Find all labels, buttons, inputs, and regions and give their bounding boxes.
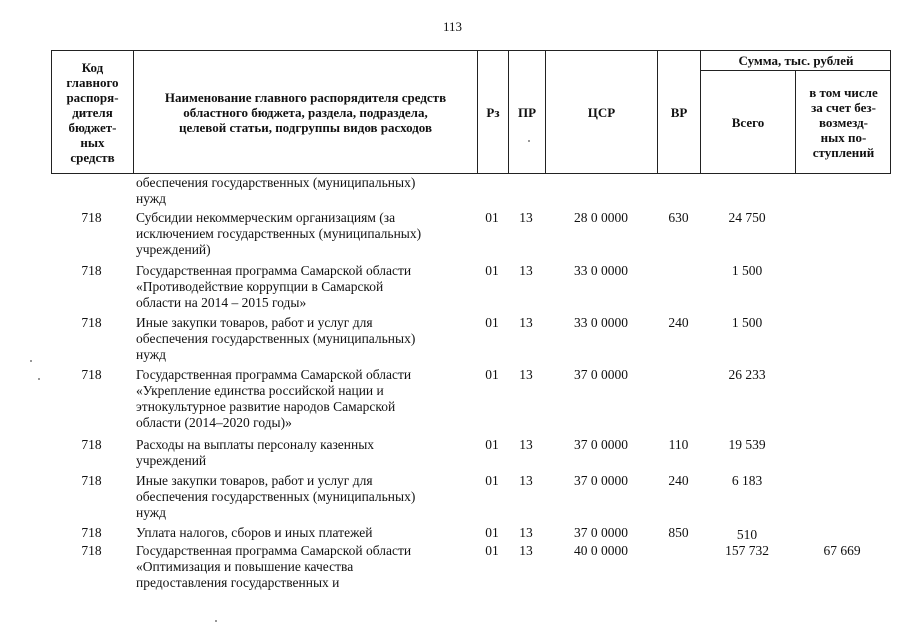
header-code: Код главного распоря- дителя бюджет- ных средств xyxy=(66,59,119,165)
cell-rz: 01 xyxy=(485,367,499,382)
cell-code: 718 xyxy=(81,210,102,225)
cell-csr: 37 0 0000 xyxy=(574,437,628,452)
header-rz: Рз xyxy=(486,104,500,120)
cell-code: 718 xyxy=(81,437,102,452)
table-header xyxy=(51,50,891,174)
page-number: 113 xyxy=(442,19,463,34)
cell-name: Субсидии некоммерческим организациям (за исключением государственных (муниципальных) учреждений) xyxy=(136,210,422,257)
scan-speck xyxy=(38,378,40,380)
cell-rz: 01 xyxy=(485,315,499,330)
cell-code: 718 xyxy=(81,263,102,278)
cell-total: 26 233 xyxy=(728,367,766,382)
header-sum-group: Сумма, тыс. рублей xyxy=(738,53,854,68)
cell-rz: 01 xyxy=(485,210,499,225)
cell-name: Государственная программа Самарской области «Укрепление единства российской нации и этнокультурное развитие народов Самарской области (2014–2020 годы)» xyxy=(136,367,412,430)
cell-name: Государственная программа Самарской области «Оптимизация и повышение качества предоставления государственных и xyxy=(136,543,412,590)
scan-speck xyxy=(528,140,530,142)
cell-rz: 01 xyxy=(485,525,499,540)
cell-csr: 37 0 0000 xyxy=(574,367,628,382)
cell-name: Иные закупки товаров, работ и услуг для обеспечения государственных (муниципальных) нужд xyxy=(136,473,416,520)
cell-pr: 13 xyxy=(519,263,533,278)
cell-csr: 33 0 0000 xyxy=(574,315,628,330)
cell-code: 718 xyxy=(81,315,102,330)
cell-csr: 40 0 0000 xyxy=(574,543,628,558)
cell-name: Расходы на выплаты персоналу казенных учреждений xyxy=(136,437,375,468)
header-total: Всего xyxy=(731,114,765,130)
cell-vr: 110 xyxy=(668,437,689,452)
cell-pr: 13 xyxy=(519,437,533,452)
cell-pr: 13 xyxy=(519,367,533,382)
scan-speck xyxy=(30,360,32,362)
cell-vr: 240 xyxy=(668,315,689,330)
cell-rz: 01 xyxy=(485,473,499,488)
cell-total: 6 183 xyxy=(731,473,763,488)
cell-vr: 630 xyxy=(668,210,689,225)
scan-speck xyxy=(215,620,217,622)
cell-code: 718 xyxy=(81,525,102,540)
cell-pr: 13 xyxy=(519,525,533,540)
cell-name: Государственная программа Самарской области «Противодействие коррупции в Самарской области на 2014 – 2015 годы» xyxy=(136,263,412,310)
cell-total: 1 500 xyxy=(731,263,763,278)
cell-total: 1 500 xyxy=(731,315,763,330)
cell-vr: 850 xyxy=(668,525,689,540)
cell-pr: 13 xyxy=(519,543,533,558)
cell-code: 718 xyxy=(81,543,102,558)
cell-total: 19 539 xyxy=(728,437,766,452)
cell-csr: 37 0 0000 xyxy=(574,473,628,488)
header-free: в том числе за счет без- возмезд- ных по- ступлений xyxy=(809,84,878,160)
cell-free: 67 669 xyxy=(823,543,861,558)
header-pr: ПР xyxy=(517,104,537,120)
cell-pr: 13 xyxy=(519,473,533,488)
cell-total: 24 750 xyxy=(728,210,766,225)
cell-rz: 01 xyxy=(485,263,499,278)
header-vr: ВР xyxy=(670,104,688,120)
cell-pr: 13 xyxy=(519,210,533,225)
cell-csr: 33 0 0000 xyxy=(574,263,628,278)
header-csr: ЦСР xyxy=(587,104,616,120)
cell-name: Иные закупки товаров, работ и услуг для обеспечения государственных (муниципальных) нужд xyxy=(136,315,416,362)
cell-csr: 37 0 0000 xyxy=(574,525,628,540)
cell-name: обеспечения государственных (муниципальных) нужд xyxy=(136,175,416,206)
cell-csr: 28 0 0000 xyxy=(574,210,628,225)
cell-pr: 13 xyxy=(519,315,533,330)
cell-vr: 240 xyxy=(668,473,689,488)
cell-name: Уплата налогов, сборов и иных платежей xyxy=(136,525,373,540)
header-name: Наименование главного распорядителя средств областного бюджета, раздела, подраздела, целевой статьи, подгруппы видов расходов xyxy=(164,89,447,135)
cell-code: 718 xyxy=(81,367,102,382)
cell-rz: 01 xyxy=(485,543,499,558)
cell-total: 510 xyxy=(736,527,758,542)
cell-code: 718 xyxy=(81,473,102,488)
cell-total: 157 732 xyxy=(725,543,769,558)
cell-rz: 01 xyxy=(485,437,499,452)
